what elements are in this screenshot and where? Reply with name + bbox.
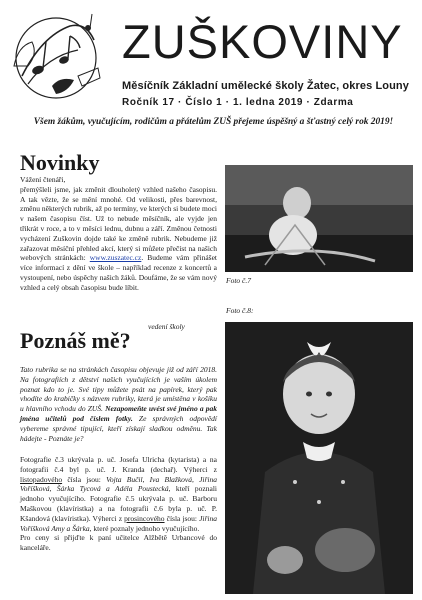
masthead-title: ZUŠKOVINY [122, 15, 403, 68]
signature: vedení školy [148, 322, 185, 331]
school-logo-music-notes [8, 6, 106, 106]
photo-8-image [225, 322, 413, 594]
salutation: Vážení čtenáři, [20, 175, 66, 184]
photo-7-child [225, 165, 413, 272]
novinky-body: přemýšleli jsme, jak změnit dlouholetý vzhled našeho časopisu. A tak vězte, že se mění mnohé. Od velikosti, přes barevnost, změnu některých rubrik, až po termíny, ve kterých si budete moci v našem časopisu číst. Už to nebude měsíčník, ale vyjde jen třikrát v roce, a to v měsíci lednu, dubnu a září. Změnou četnosti vycházení Zuškovin dojde také ke změně rubrik. Nebudeme již zařazovat měsíční přehled akcí, který si můžete přečíst na našich webových stránkách: www.zuszatec.cz. Budeme vám přinášet více informací z dění ve škole – například recenze z koncertů a vystoupení, nebo úspěchy našich žáků. Doufáme, že se vám nový vzhled a celý obsah časopisu bude líbit. [20, 184, 217, 292]
novinky-article [20, 175, 217, 293]
section-title-novinky: Novinky [20, 150, 100, 175]
caption-photo-7: Foto č.7 [226, 276, 251, 285]
poznas-results [20, 455, 217, 553]
pickup-note: Pro ceny si přijďte k paní učitelce Alžbětě Urbancové do kanceláře. [20, 533, 217, 553]
masthead-subtitle: Měsíčník Základní umělecké školy Žatec, okres Louny [122, 80, 409, 92]
website-link[interactable]: www.zuszatec.cz [89, 253, 142, 263]
section-title-poznas: Poznáš mě? [20, 328, 131, 353]
issue-line: Ročník 17 · Číslo 1 · 1. ledna 2019 · Zdarma [122, 97, 354, 108]
caption-photo-8: Foto č.8: [226, 306, 254, 315]
poznas-intro: Tato rubrika se na stránkách časopisu objevuje již od září 2018. Na fotografiích z dětství našich vyučujících je vaším úkolem poznat kdo to je. Své tipy můžete psát na papírek, který pak vhodíte do krabičky s názvem rubriky, která je umístěna v košíku u hlavního vchodu do ZUŠ. Nezapomeňte uvést své jméno a pak jména učitelů pod čísłem fotky. Ze správných odpovědí vybereme správné tipující, kteří získají sladkou odměnu. Tak hádejte - Poznáte je? [20, 365, 217, 443]
results-paragraph: Fotografie č.3 ukrývala p. uč. Josefa Ulricha (kytarista) a na fotografii č.4 byl p. uč. J. Kranda (dechař). Výherci z listopadového čísla jsou: Vojta Bučil, Iva Blažková, Jiřina Voříšková, Šárka Tycová a Adéla Poustecká, kteří poznali jednoho vyučujícího. Fotografie č.5 ukrývala p. uč. Barboru Maškovou (klavíristka) a na fotografii č.6 byla p. uč. P. Kšandová (klavíristka). Výherci z prosincového čísla jsou: Jiřina Voříšková Amy a Šárka, které poznaly jednoho vyučujícího. [20, 455, 218, 533]
photo-8-child [225, 322, 413, 594]
photo-7-image [225, 165, 413, 272]
greeting: Všem žákům, vyučujícím, rodičům a přátelům ZUŠ přejeme úspěšný a šťastný celý rok 2019! [33, 117, 394, 127]
